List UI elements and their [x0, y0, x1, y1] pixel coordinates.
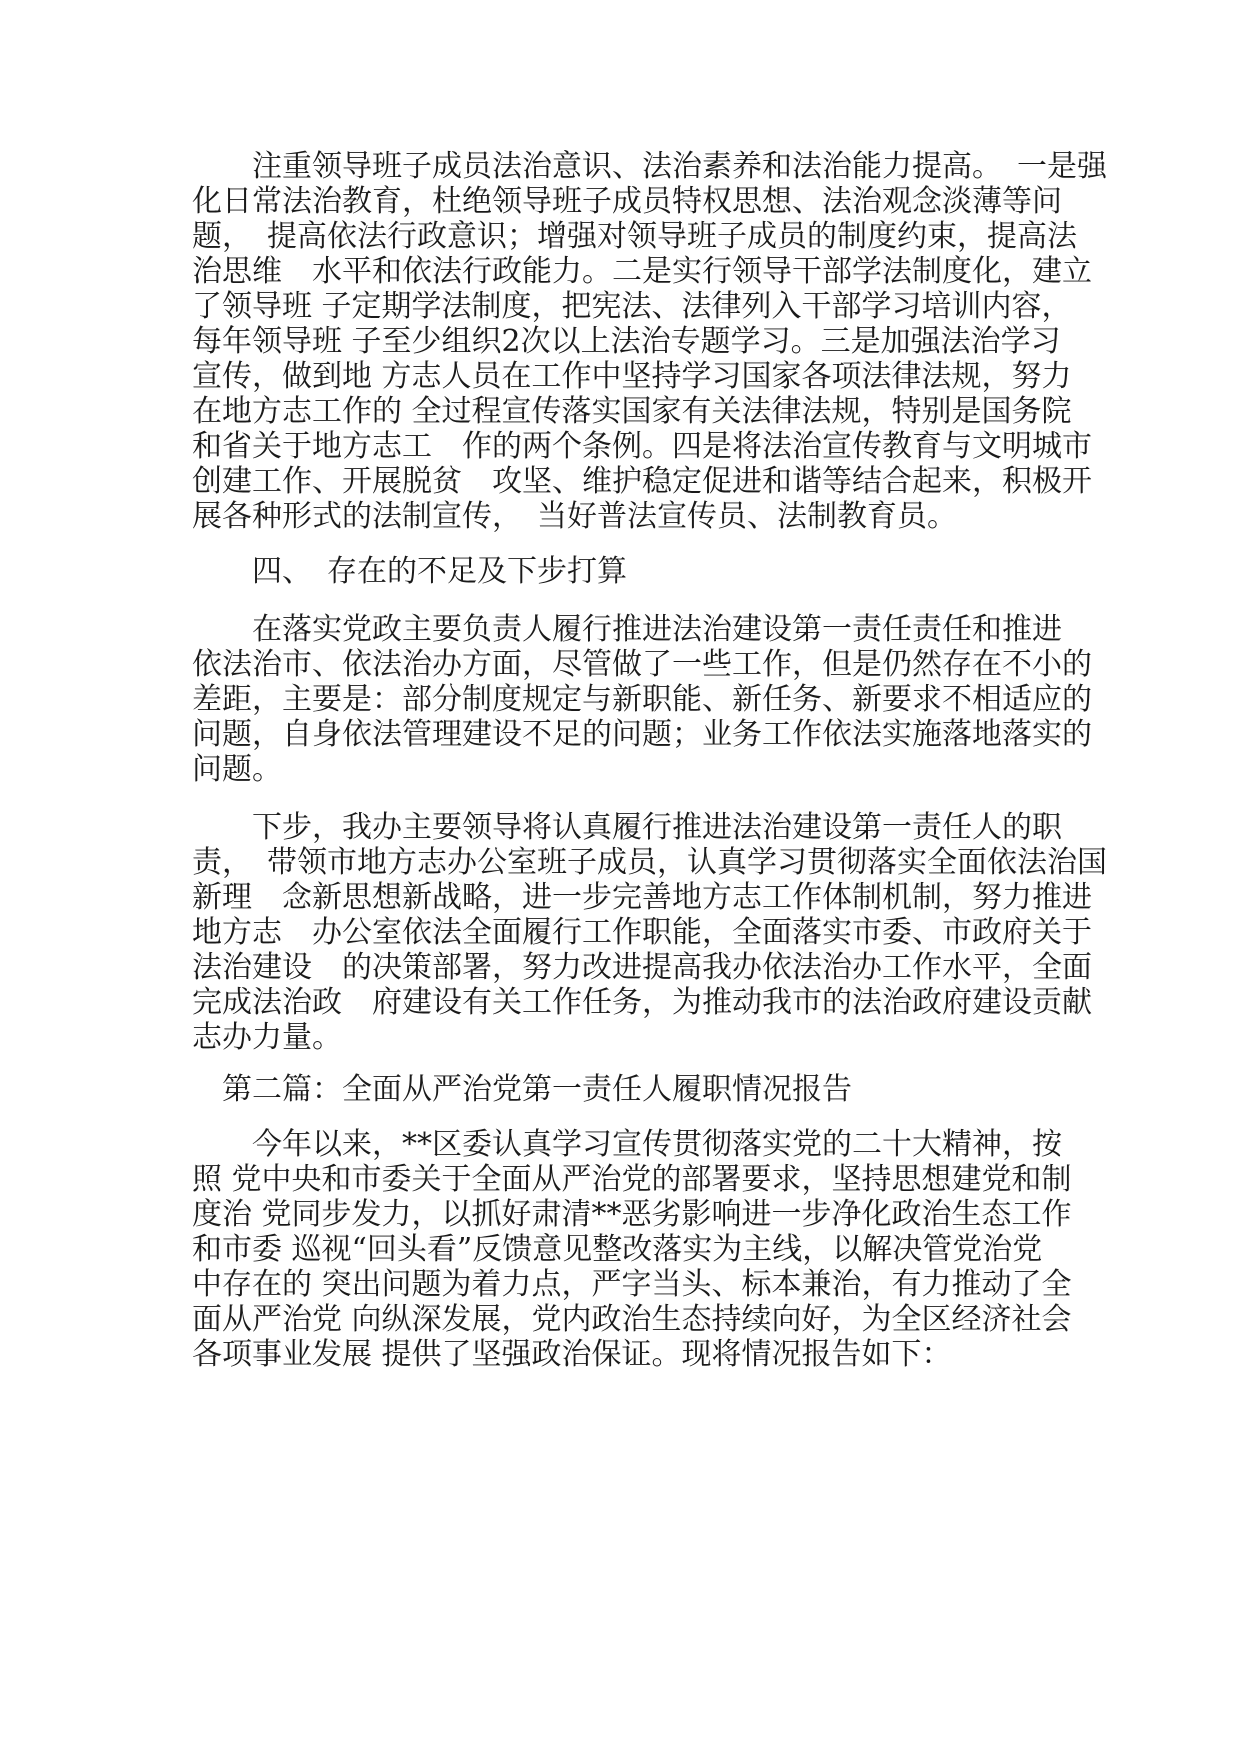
paragraph-3-line-4: 问题，自身依法管理建设不足的问题；业务工作依法实施落地落实的: [192, 717, 1092, 752]
paragraph-4-line-4: 地方志 办公室依法全面履行工作职能，全面落实市委、市政府关于: [192, 915, 1092, 950]
paragraph-4-line-5: 法治建设 的决策部署，努力改进提高我办依法治办工作水平，全面: [192, 950, 1092, 985]
paragraph-1-line-1: 注重领导班子成员法治意识、法治素养和法治能力提高。 一是强: [192, 149, 1107, 184]
paragraph-4-line-2: 责， 带领市地方志办公室班子成员，认真学习贯彻落实全面依法治国: [192, 845, 1107, 880]
paragraph-1-line-7: 宣传，做到地 方志人员在工作中坚持学习国家各项法律法规，努力: [192, 359, 1072, 394]
paragraph-6-line-3: 度治 党同步发力，以抓好肃清**恶劣影响进一步净化政治生态工作: [192, 1197, 1072, 1232]
paragraph-1-line-9: 和省关于地方志工 作的两个条例。四是将法治宣传教育与文明城市: [192, 429, 1092, 464]
paragraph-4-line-7: 志办力量。: [192, 1020, 342, 1055]
paragraph-3-line-3: 差距，主要是：部分制度规定与新职能、新任务、新要求不相适应的: [192, 682, 1092, 717]
paragraph-6-line-1: 今年以来，**区委认真学习宣传贯彻落实党的二十大精神，按: [192, 1127, 1062, 1162]
paragraph-6-line-7: 各项事业发展 提供了坚强政治保证。现将情况报告如下：: [192, 1337, 952, 1372]
section-heading-shortcomings: 四、 存在的不足及下步打算: [192, 554, 627, 589]
paragraph-4-line-3: 新理 念新思想新战略，进一步完善地方志工作体制机制，努力推进: [192, 880, 1092, 915]
paragraph-1-line-2: 化日常法治教育，杜绝领导班子成员特权思想、法治观念淡薄等问: [192, 184, 1062, 219]
paragraph-1-line-4: 治思维 水平和依法行政能力。二是实行领导干部学法制度化，建立: [192, 254, 1092, 289]
paragraph-1-line-3: 题， 提高依法行政意识；增强对领导班子成员的制度约束，提高法: [192, 219, 1077, 254]
paragraph-3-line-1: 在落实党政主要负责人履行推进法治建设第一责任责任和推进: [192, 612, 1062, 647]
paragraph-1-line-6: 每年领导班 子至少组织2次以上法治专题学习。三是加强法治学习: [192, 324, 1061, 359]
paragraph-6-line-2: 照 党中央和市委关于全面从严治党的部署要求，坚持思想建党和制: [192, 1162, 1072, 1197]
paragraph-3-line-5: 问题。: [192, 752, 282, 787]
paragraph-6-line-6: 面从严治党 向纵深发展，党内政治生态持续向好，为全区经济社会: [192, 1302, 1072, 1337]
paragraph-1-line-10: 创建工作、开展脱贫 攻坚、维护稳定促进和谐等结合起来，积极开: [192, 464, 1092, 499]
article-heading-second: 第二篇：全面从严治党第一责任人履职情况报告: [192, 1072, 852, 1107]
paragraph-4-line-6: 完成法治政 府建设有关工作任务，为推动我市的法治政府建设贡献: [192, 985, 1092, 1020]
paragraph-6-line-5: 中存在的 突出问题为着力点，严字当头、标本兼治，有力推动了全: [192, 1267, 1072, 1302]
paragraph-3-line-2: 依法治市、依法治办方面，尽管做了一些工作，但是仍然存在不小的: [192, 647, 1092, 682]
paragraph-1-line-8: 在地方志工作的 全过程宣传落实国家有关法律法规，特别是国务院: [192, 394, 1072, 429]
paragraph-1-line-5: 了领导班 子定期学法制度，把宪法、法律列入干部学习培训内容，: [192, 289, 1072, 324]
paragraph-6-line-4: 和市委 巡视“回头看”反馈意见整改落实为主线，以解决管党治党: [192, 1232, 1043, 1267]
paragraph-1-line-11: 展各种形式的法制宣传， 当好普法宣传员、法制教育员。: [192, 499, 957, 534]
paragraph-4-line-1: 下步，我办主要领导将认真履行推进法治建设第一责任人的职: [192, 810, 1062, 845]
